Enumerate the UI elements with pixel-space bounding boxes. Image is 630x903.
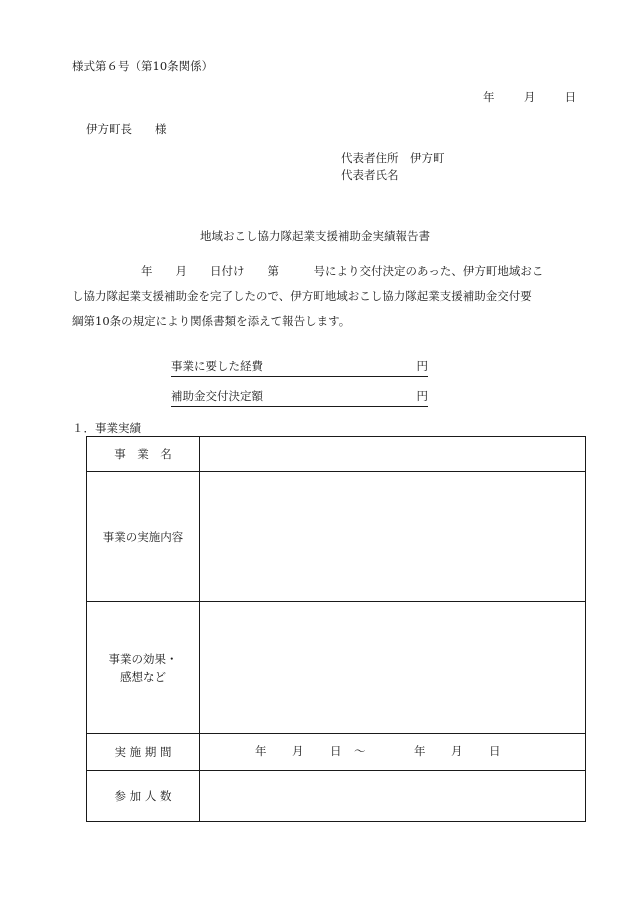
table-row	[87, 472, 586, 602]
body-line: し協力隊起業支援補助金を完了したので、伊方町地域おこし協力隊起業支援補助金交付要	[72, 289, 532, 303]
table-row	[87, 734, 586, 771]
project-name-value	[200, 437, 586, 472]
project-name-header: 事 業 名	[87, 437, 200, 472]
period-start-day: 日	[330, 744, 342, 759]
form-number: 様式第６号（第10条関係）	[72, 59, 214, 73]
participants-header: 参 加 人 数	[87, 771, 200, 822]
date-month: 月	[523, 90, 536, 104]
body-text	[72, 259, 562, 334]
table-row	[87, 771, 586, 822]
implementation-header: 事業の実施内容	[87, 472, 200, 602]
section-heading: １．事業実績	[72, 421, 141, 435]
period-start-year: 年	[255, 744, 267, 759]
effects-header-line2: 感想など	[120, 669, 166, 684]
period-end-year: 年	[414, 744, 426, 759]
grant-unit: 円	[416, 389, 428, 403]
effects-header-line1: 事業の効果・	[108, 651, 178, 666]
period-end-day: 日	[489, 744, 501, 759]
body-line: 綱第10条の規定により関係書類を添えて報告します。	[72, 314, 351, 328]
effects-header	[87, 602, 200, 734]
representative-name: 代表者氏名	[341, 168, 399, 182]
grant-amount-row	[171, 390, 428, 407]
table-row	[87, 602, 586, 734]
cost-unit: 円	[416, 359, 428, 373]
cost-label: 事業に要した経費	[171, 359, 263, 373]
period-value	[200, 734, 586, 771]
date-line	[483, 91, 576, 105]
document-title: 地域おこし協力隊起業支援補助金実績報告書	[200, 229, 430, 243]
effects-value	[200, 602, 586, 734]
date-year: 年	[483, 90, 495, 104]
date-day: 日	[564, 90, 577, 104]
body-line: 年 月 日付け 第 号により交付決定のあった、伊方町地域おこ	[72, 264, 544, 278]
period-start-month: 月	[292, 744, 304, 759]
period-end-month: 月	[451, 744, 463, 759]
results-table	[86, 436, 586, 822]
period-tilde: ～	[354, 744, 366, 759]
implementation-value	[200, 472, 586, 602]
addressee: 伊方町長 様	[86, 122, 167, 136]
participants-value	[200, 771, 586, 822]
period-header: 実 施 期 間	[87, 734, 200, 771]
table-row	[87, 437, 586, 472]
grant-label: 補助金交付決定額	[171, 389, 263, 403]
representative-address: 代表者住所 伊方町	[341, 151, 445, 165]
cost-amount-row	[171, 360, 428, 377]
